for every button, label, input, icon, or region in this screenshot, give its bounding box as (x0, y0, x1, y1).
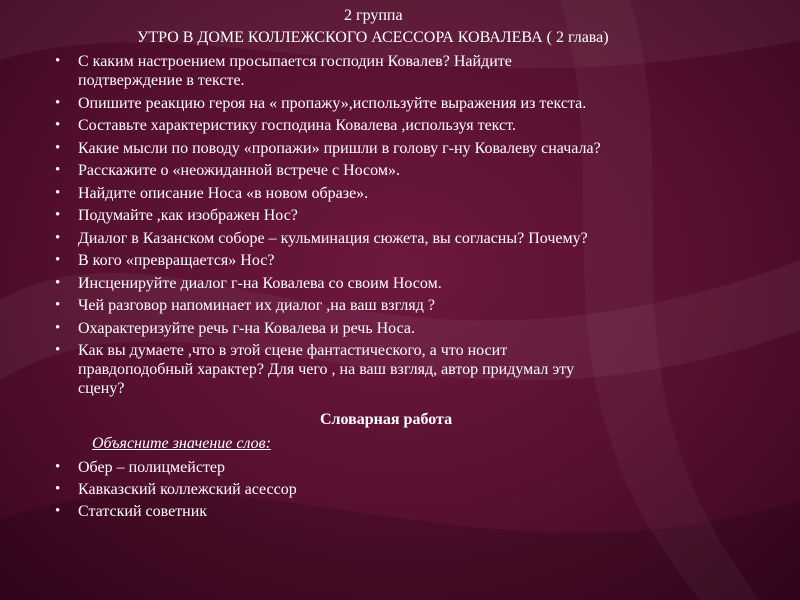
bullet-icon: • (55, 459, 61, 475)
list-item-text: правдоподобный характер? Для чего , на ваш взгляд, автор придумал эту (78, 361, 575, 378)
list-item-text: Опишите реакцию героя на « пропажу»,используйте выражения из текста. (78, 94, 587, 112)
group-label: 2 группа (344, 7, 403, 24)
bullet-icon: • (55, 274, 61, 291)
list-item-text: Подумайте ,как изображен Нос? (78, 207, 298, 224)
vocabulary-heading: Словарная работа (320, 411, 453, 428)
list-item-text: Обер – полицмейстер (78, 459, 226, 476)
list-item-text: Кавказский коллежский асессор (78, 481, 297, 498)
list-item (78, 458, 225, 477)
list-item (78, 94, 768, 113)
bullet-icon: • (55, 184, 61, 201)
list-item-text: Найдите описание Носа «в новом образе». (78, 184, 369, 202)
bullet-icon: • (55, 229, 61, 246)
list-item (78, 184, 768, 203)
list-item (78, 251, 768, 270)
slide-title: УТРО В ДОМЕ КОЛЛЕЖСКОГО АСЕССОРА КОВАЛЕВА ( 2 глава) (137, 29, 609, 46)
list-item-text: Составьте характеристику господина Ковалева ,используя текст. (78, 117, 516, 134)
bullet-icon: • (55, 53, 61, 69)
list-item-text: Расскажите о «неожиданной встрече с Носом». (78, 162, 400, 179)
list-item-text: сцену? (78, 380, 125, 397)
bullet-icon: • (55, 94, 61, 111)
bullet-icon: • (55, 252, 61, 268)
list-item (78, 480, 297, 499)
bullet-icon: • (55, 162, 61, 178)
list-item (78, 502, 207, 521)
list-item-text: подтверждение в тексте. (78, 72, 245, 89)
bullet-icon: • (55, 342, 61, 358)
list-item (78, 116, 768, 135)
bullet-icon: • (55, 481, 61, 497)
bullet-icon: • (55, 139, 61, 156)
list-item-text: Диалог в Казанском соборе – кульминация сюжета, вы согласны? Почему? (78, 229, 588, 247)
vocabulary-instruction: Объясните значение слов: (92, 435, 271, 452)
list-item (78, 52, 768, 90)
list-item-text: Охарактеризуйте речь г-на Ковалева и речь Носа. (78, 319, 415, 337)
list-item (78, 161, 768, 180)
list-item-text: Инсценируйте диалог г-на Ковалева со своим Носом. (78, 274, 442, 292)
list-item-text: С каким настроением просыпается господин Ковалев? Найдите (78, 53, 512, 70)
bullet-icon: • (55, 503, 61, 519)
list-item-text: Чей разговор напоминает их диалог ,на ваш взгляд ? (78, 297, 435, 314)
list-item-text: Как вы думаете ,что в этой сцене фантастического, а что носит (78, 342, 508, 359)
list-item (78, 341, 768, 398)
bullet-icon: • (55, 319, 61, 336)
list-item-text: В кого «превращается» Нос? (78, 252, 275, 269)
bullet-icon: • (55, 207, 61, 223)
bullet-icon: • (55, 297, 61, 313)
list-item (78, 229, 768, 248)
bullet-icon: • (55, 117, 61, 133)
list-item (78, 139, 768, 158)
list-item-text: Статский советник (78, 503, 208, 520)
list-item (78, 319, 768, 338)
list-item-text: Какие мысли по поводу «пропажи» пришли в голову г-ну Ковалеву сначала? (78, 139, 601, 157)
list-item (78, 206, 768, 225)
list-item (78, 296, 768, 315)
list-item (78, 274, 768, 293)
